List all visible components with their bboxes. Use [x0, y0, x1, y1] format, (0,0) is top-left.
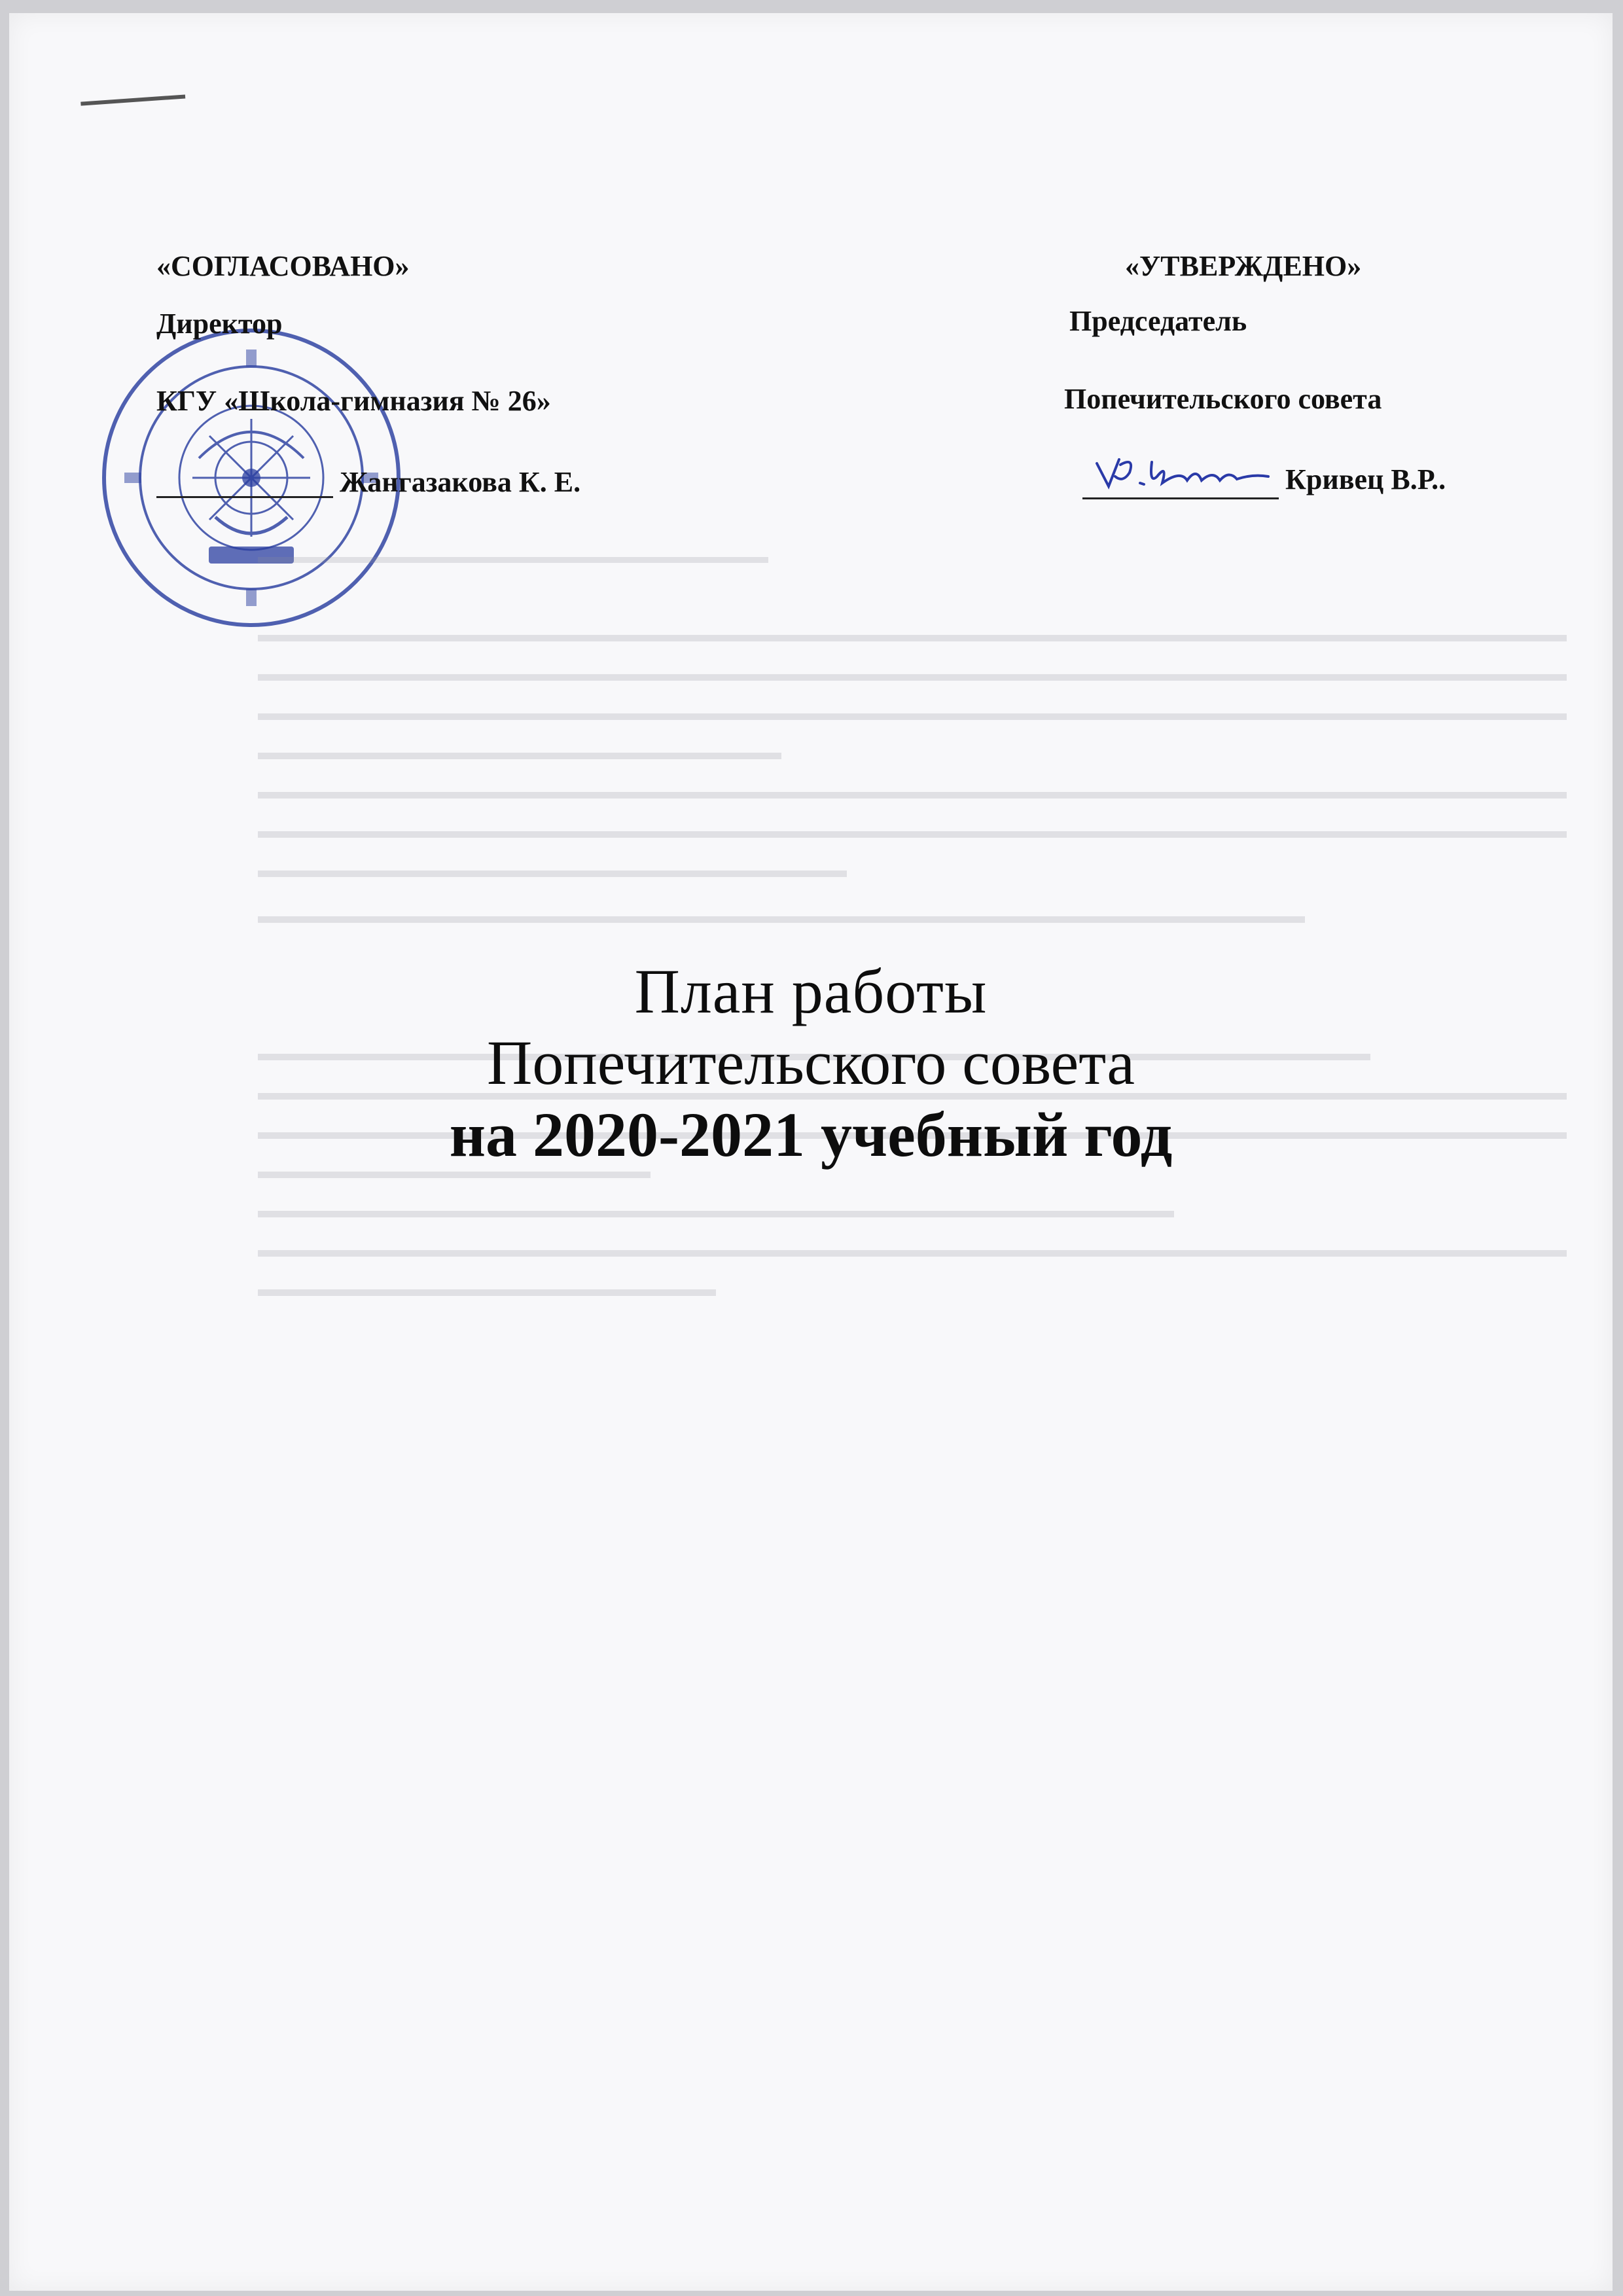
title-line-1: План работы — [634, 956, 988, 1026]
bleed-through — [258, 543, 1606, 563]
director-name: Жангазакова К. Е. — [340, 466, 581, 498]
margin-mark — [80, 94, 187, 120]
chair-signature-line — [1082, 497, 1279, 499]
bleed-through — [258, 628, 1606, 929]
title-line-3: на 2020-2021 учебный год — [449, 1099, 1173, 1170]
title-line-2: Попечительского совета — [487, 1028, 1135, 1098]
approved-heading: «УТВЕРЖДЕНО» — [1125, 250, 1362, 282]
council-name: Попечительского совета — [1064, 383, 1382, 415]
director-signature-line — [156, 496, 333, 498]
document-title — [9, 956, 1613, 1170]
school-name: КГУ «Школа-гимназия № 26» — [156, 385, 551, 417]
document-page — [9, 13, 1613, 2291]
handwritten-signature-icon — [1089, 450, 1279, 496]
agreed-heading: «СОГЛАСОВАНО» — [156, 250, 410, 282]
director-title: Директор — [156, 308, 283, 340]
chair-title: Председатель — [1069, 305, 1247, 337]
chair-name: Кривец В.Р.. — [1285, 463, 1446, 495]
